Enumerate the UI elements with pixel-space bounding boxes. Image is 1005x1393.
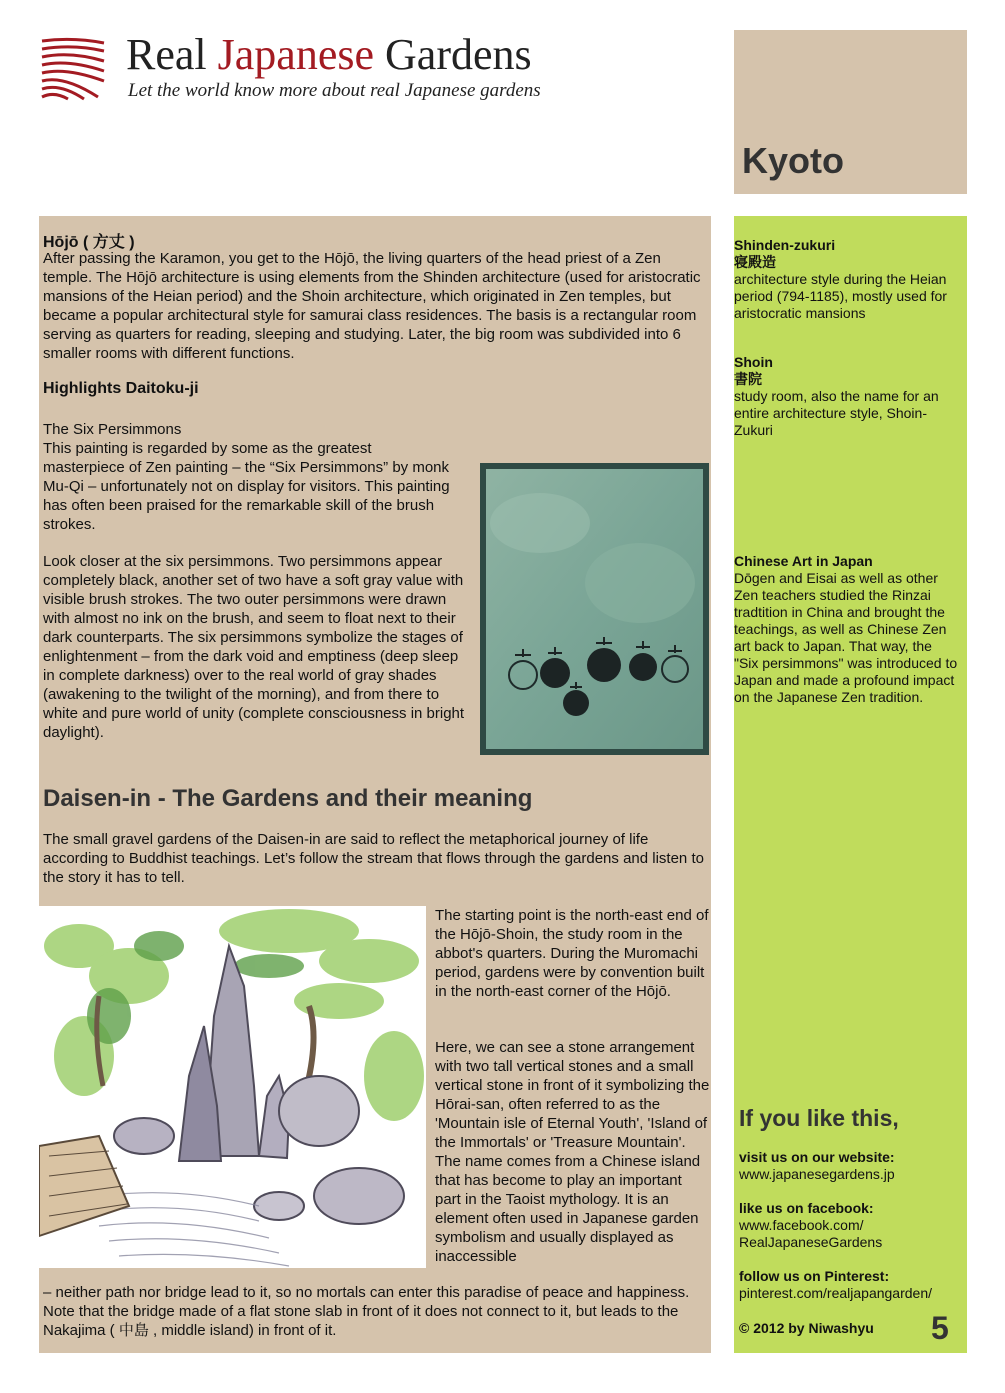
- social-links: [739, 1149, 964, 1302]
- site-title-part1: Real: [126, 30, 207, 79]
- daisen-closing-paragraph: – neither path nor bridge lead to it, so no mortals can enter this paradise of peace and happiness. Note that the bridge made of a flat stone slab in front of it does not connect to it, but leads to the Nakajima ( 中島 , middle island) in front of it.: [43, 1284, 690, 1339]
- glossary-kanji: 書院: [734, 371, 762, 387]
- daisen-intro: The small gravel gardens of the Daisen-in are said to reflect the metaphorical journey of life according to Buddhist teachings. Let’s follow the stream that flows through the gardens and listen to the story it has to tell.: [43, 831, 704, 886]
- persimmons-paragraph-1: This painting is regarded by some as the greatest masterpiece of Zen painting – the “Six Persimmons” by monk Mu-Qi – unfortunately not on display for visitors. This painting has often been praised for the remarkable skill of the brush strokes.: [43, 440, 450, 533]
- glossary-kanji: 寝殿造: [734, 254, 776, 270]
- glossary-definition: architecture style during the Heian period (794-1185), mostly used for aristocratic mansions: [734, 271, 947, 321]
- site-title: [126, 30, 532, 80]
- site-tagline: Let the world know more about real Japanese gardens: [128, 80, 541, 101]
- six-persimmons-painting: [480, 463, 709, 755]
- page-number: 5: [931, 1310, 949, 1346]
- glossary-shoin: [734, 354, 959, 439]
- glossary-definition: study room, also the name for an entire architecture style, Shoin-Zukuri: [734, 388, 939, 438]
- pinterest-link[interactable]: pinterest.com/realjapangarden/: [739, 1285, 933, 1301]
- facebook-link-line1[interactable]: www.facebook.com/: [739, 1217, 864, 1233]
- region-box: [734, 30, 967, 194]
- promo-heading: If you like this,: [739, 1105, 899, 1131]
- copyright: © 2012 by Niwashyu: [739, 1320, 874, 1336]
- daisen-column-paragraph-1: The starting point is the north-east end of the Hōjō-Shoin, the study room in the abbot's quarters. During the Muromachi period, gardens were by convention built in the north-east corner of the Hōjō.: [435, 907, 709, 1000]
- logo-icon: [40, 35, 106, 101]
- website-label: visit us on our website:: [739, 1149, 895, 1165]
- site-title-part3: Gardens: [385, 30, 532, 79]
- hojo-heading: Hōjō ( 方丈 ): [43, 234, 135, 251]
- chinese-art-note: [734, 553, 959, 706]
- glossary-term: Shinden-zukuri: [734, 237, 836, 253]
- pinterest-label: follow us on Pinterest:: [739, 1268, 890, 1284]
- facebook-label: like us on facebook:: [739, 1200, 874, 1216]
- region-title: Kyoto: [742, 140, 844, 181]
- highlights-heading: Highlights Daitoku-ji: [43, 380, 199, 397]
- persimmons-paragraph-2: Look closer at the six persimmons. Two persimmons appear completely black, another set of two have a soft gray value with visible brush strokes. The two outer persimmons were drawn with almost no ink on the brush, and seem to float next to their dark counterparts. The six persimmons symbolize the stages of enlightenment – from the dark void and emptiness (deep sleep in complete darkness) over to the real world of gray shades (awakening to the twilight of the morning), and from there to white and pure world of unity (complete consciousness in bright daylight).: [43, 553, 465, 741]
- persimmons-subtitle: The Six Persimmons: [43, 421, 182, 438]
- hojo-paragraph: After passing the Karamon, you get to the Hōjō, the living quarters of the head priest of a Zen temple. The Hōjō architecture is using elements from the Shinden architecture (used for aristocratic mansions of the Heian period) and the Shoin architecture, which originated in Zen temples, but became a popular architectural style for samurai class residences. The basis is a rectangular room serving as quarters for reading, sleeping and studying. Later, the big room was subdivided into 6 smaller rooms with different functions.: [43, 250, 701, 362]
- website-link[interactable]: www.japanesegardens.jp: [739, 1166, 895, 1182]
- daisen-heading: Daisen-in - The Gardens and their meaning: [43, 785, 533, 812]
- daisen-column-paragraph-2: Here, we can see a stone arrangement with two tall vertical stones and a small vertical stone in front of it symbolizing the Hōrai-san, often referred to as the 'Mountain isle of Eternal Youth', 'Island of the Immortals' or 'Treasure Mountain'. The name comes from a Chinese island that has become to play an important part in the Taoist mythology. It is an element often used in Japanese garden symbolism and usually displayed as inaccessible: [435, 1039, 710, 1265]
- glossary-shinden: [734, 237, 959, 322]
- site-title-part2: Japanese: [217, 30, 375, 79]
- chinese-art-text: Dōgen and Eisai as well as other Zen teachers studied the Rinzai tradtition in China and brought the teachings, as well as Chinese Zen art back to Japan. That way, the "Six persimmons" was introduced to Japan and made a profound impact on the Japanese Zen tradition.: [734, 570, 958, 705]
- facebook-link-line2[interactable]: RealJapaneseGardens: [739, 1234, 883, 1250]
- garden-sketch-image: [39, 906, 426, 1268]
- glossary-term: Shoin: [734, 354, 773, 370]
- chinese-art-title: Chinese Art in Japan: [734, 553, 873, 569]
